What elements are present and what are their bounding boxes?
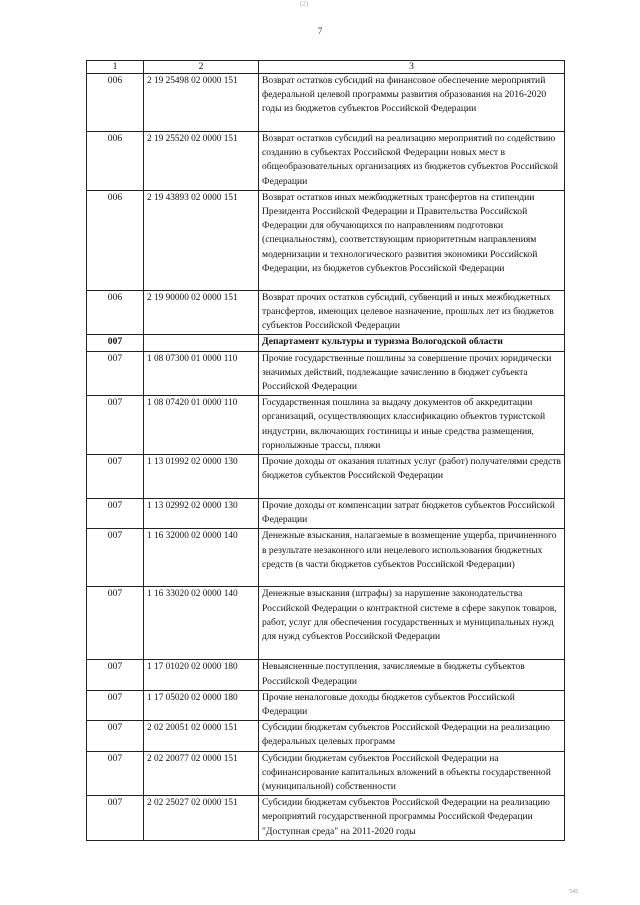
revenue-name-cell: Прочие неналоговые доходы бюджетов субъектов Российской Федерации — [259, 690, 565, 720]
revenue-name-cell: Субсидии бюджетам субъектов Российской Федерации на софинансирование капитальных вложений в объекты государственной (муниципальной) собственности — [259, 751, 565, 796]
admin-code-cell: 006 — [87, 74, 144, 132]
revenue-code-cell: 1 08 07420 01 0000 110 — [144, 396, 259, 455]
page-top-mark: (2) — [300, 0, 309, 8]
admin-code-cell: 007 — [87, 721, 144, 751]
revenue-name-cell: Денежные взыскания, налагаемые в возмещение ущерба, причиненного в результате незаконного или нецелевого использования бюджетных средств (в части бюджетов субъектов Российской Федерации) — [259, 529, 565, 587]
column-header-3: 3 — [259, 61, 565, 74]
revenue-codes-table — [86, 60, 565, 841]
revenue-name-cell: Прочие доходы от оказания платных услуг (работ) получателями средств бюджетов субъектов Российской Федерации — [259, 455, 565, 499]
column-header-2: 2 — [144, 61, 259, 74]
admin-code-cell: 007 — [87, 396, 144, 455]
revenue-code-cell: 2 02 20077 02 0000 151 — [144, 751, 259, 796]
revenue-code-cell: 1 16 32000 02 0000 140 — [144, 529, 259, 587]
revenue-name-cell: Возврат остатков иных межбюджетных трансфертов на стипендии Президента Российской Федерации и Правительства Российской Федерации для обучающихся по направлениям подготовки (специальностям), соответствующим приоритетным направлениям модернизации и технологического развития экономики Российской Федерации, из бюджетов субъектов Российской Федерации — [259, 190, 565, 290]
admin-code-cell: 006 — [87, 190, 144, 290]
admin-code-cell: 007 — [87, 660, 144, 690]
table-row — [87, 290, 565, 335]
revenue-code-cell: 1 17 05020 02 0000 180 — [144, 690, 259, 720]
table-row — [87, 796, 565, 841]
revenue-code-cell: 1 08 07300 01 0000 110 — [144, 351, 259, 396]
admin-code-cell: 006 — [87, 290, 144, 335]
admin-code-cell: 006 — [87, 132, 144, 191]
revenue-code-cell: 2 19 90000 02 0000 151 — [144, 290, 259, 335]
corner-mark: 545 — [569, 889, 578, 895]
revenue-code-cell: 1 17 01020 02 0000 180 — [144, 660, 259, 690]
column-header-1: 1 — [87, 61, 144, 74]
table-header-row — [87, 61, 565, 74]
revenue-name-cell: Возврат остатков субсидий на финансовое обеспечение мероприятий федеральной целевой программы развития образования на 2016-2020 годы из бюджетов субъектов Российской Федерации — [259, 74, 565, 132]
revenue-name-cell: Государственная пошлина за выдачу документов об аккредитации организаций, осуществляющих классификацию объектов туристской индустрии, включающих гостиницы и иные средства размещения, горнолыжные трассы, пляжи — [259, 396, 565, 455]
admin-code-cell: 007 — [87, 529, 144, 587]
revenue-code-cell: 2 02 20051 02 0000 151 — [144, 721, 259, 751]
table-row — [87, 132, 565, 191]
revenue-name-cell: Возврат остатков субсидий на реализацию мероприятий по содействию созданию в субъектах Российской Федерации новых мест в общеобразовательных организациях из бюджетов субъектов Российской Федерации — [259, 132, 565, 191]
revenue-code-cell: 1 16 33020 02 0000 140 — [144, 587, 259, 660]
revenue-code-cell: 2 02 25027 02 0000 151 — [144, 796, 259, 841]
revenue-code-cell: 1 13 02992 02 0000 130 — [144, 499, 259, 529]
table-row — [87, 190, 565, 290]
table-row — [87, 74, 565, 132]
revenue-code-cell: 2 19 25498 02 0000 151 — [144, 74, 259, 132]
admin-code-cell: 007 — [87, 587, 144, 660]
table-row — [87, 751, 565, 796]
revenue-name-cell: Прочие государственные пошлины за совершение прочих юридически значимых действий, подлежащие зачислению в бюджет субъекта Российской Федерации — [259, 351, 565, 396]
revenue-code-cell — [144, 335, 259, 351]
revenue-name-cell: Субсидии бюджетам субъектов Российской Федерации на реализацию мероприятий государственной программы Российской Федерации "Доступная среда" на 2011-2020 годы — [259, 796, 565, 841]
revenue-code-cell: 2 19 43893 02 0000 151 — [144, 190, 259, 290]
admin-code-cell: 007 — [87, 690, 144, 720]
department-header-row — [87, 335, 565, 351]
admin-code-cell: 007 — [87, 351, 144, 396]
table-row — [87, 351, 565, 396]
revenue-name-cell: Субсидии бюджетам субъектов Российской Федерации на реализацию федеральных целевых программ — [259, 721, 565, 751]
table-row — [87, 587, 565, 660]
revenue-code-cell: 1 13 01992 02 0000 130 — [144, 455, 259, 499]
table-row — [87, 721, 565, 751]
table-row — [87, 529, 565, 587]
table-row — [87, 690, 565, 720]
revenue-name-cell: Департамент культуры и туризма Вологодской области — [259, 335, 565, 351]
page-number: 7 — [317, 26, 323, 36]
table-row — [87, 396, 565, 455]
table-row — [87, 499, 565, 529]
admin-code-cell: 007 — [87, 499, 144, 529]
table-row — [87, 455, 565, 499]
admin-code-cell: 007 — [87, 455, 144, 499]
admin-code-cell: 007 — [87, 796, 144, 841]
revenue-name-cell: Возврат прочих остатков субсидий, субвенций и иных межбюджетных трансфертов, имеющих целевое назначение, прошлых лет из бюджетов субъектов Российской Федерации — [259, 290, 565, 335]
table-body — [87, 74, 565, 841]
revenue-code-cell: 2 19 25520 02 0000 151 — [144, 132, 259, 191]
revenue-name-cell: Денежные взыскания (штрафы) за нарушение законодательства Российской Федерации о контрактной системе в сфере закупок товаров, работ, услуг для обеспечения государственных и муниципальных нужд для нужд субъектов Российской Федерации — [259, 587, 565, 660]
table-row — [87, 660, 565, 690]
admin-code-cell: 007 — [87, 335, 144, 351]
admin-code-cell: 007 — [87, 751, 144, 796]
revenue-name-cell: Невыясненные поступления, зачисляемые в бюджеты субъектов Российской Федерации — [259, 660, 565, 690]
revenue-name-cell: Прочие доходы от компенсации затрат бюджетов субъектов Российской Федерации — [259, 499, 565, 529]
